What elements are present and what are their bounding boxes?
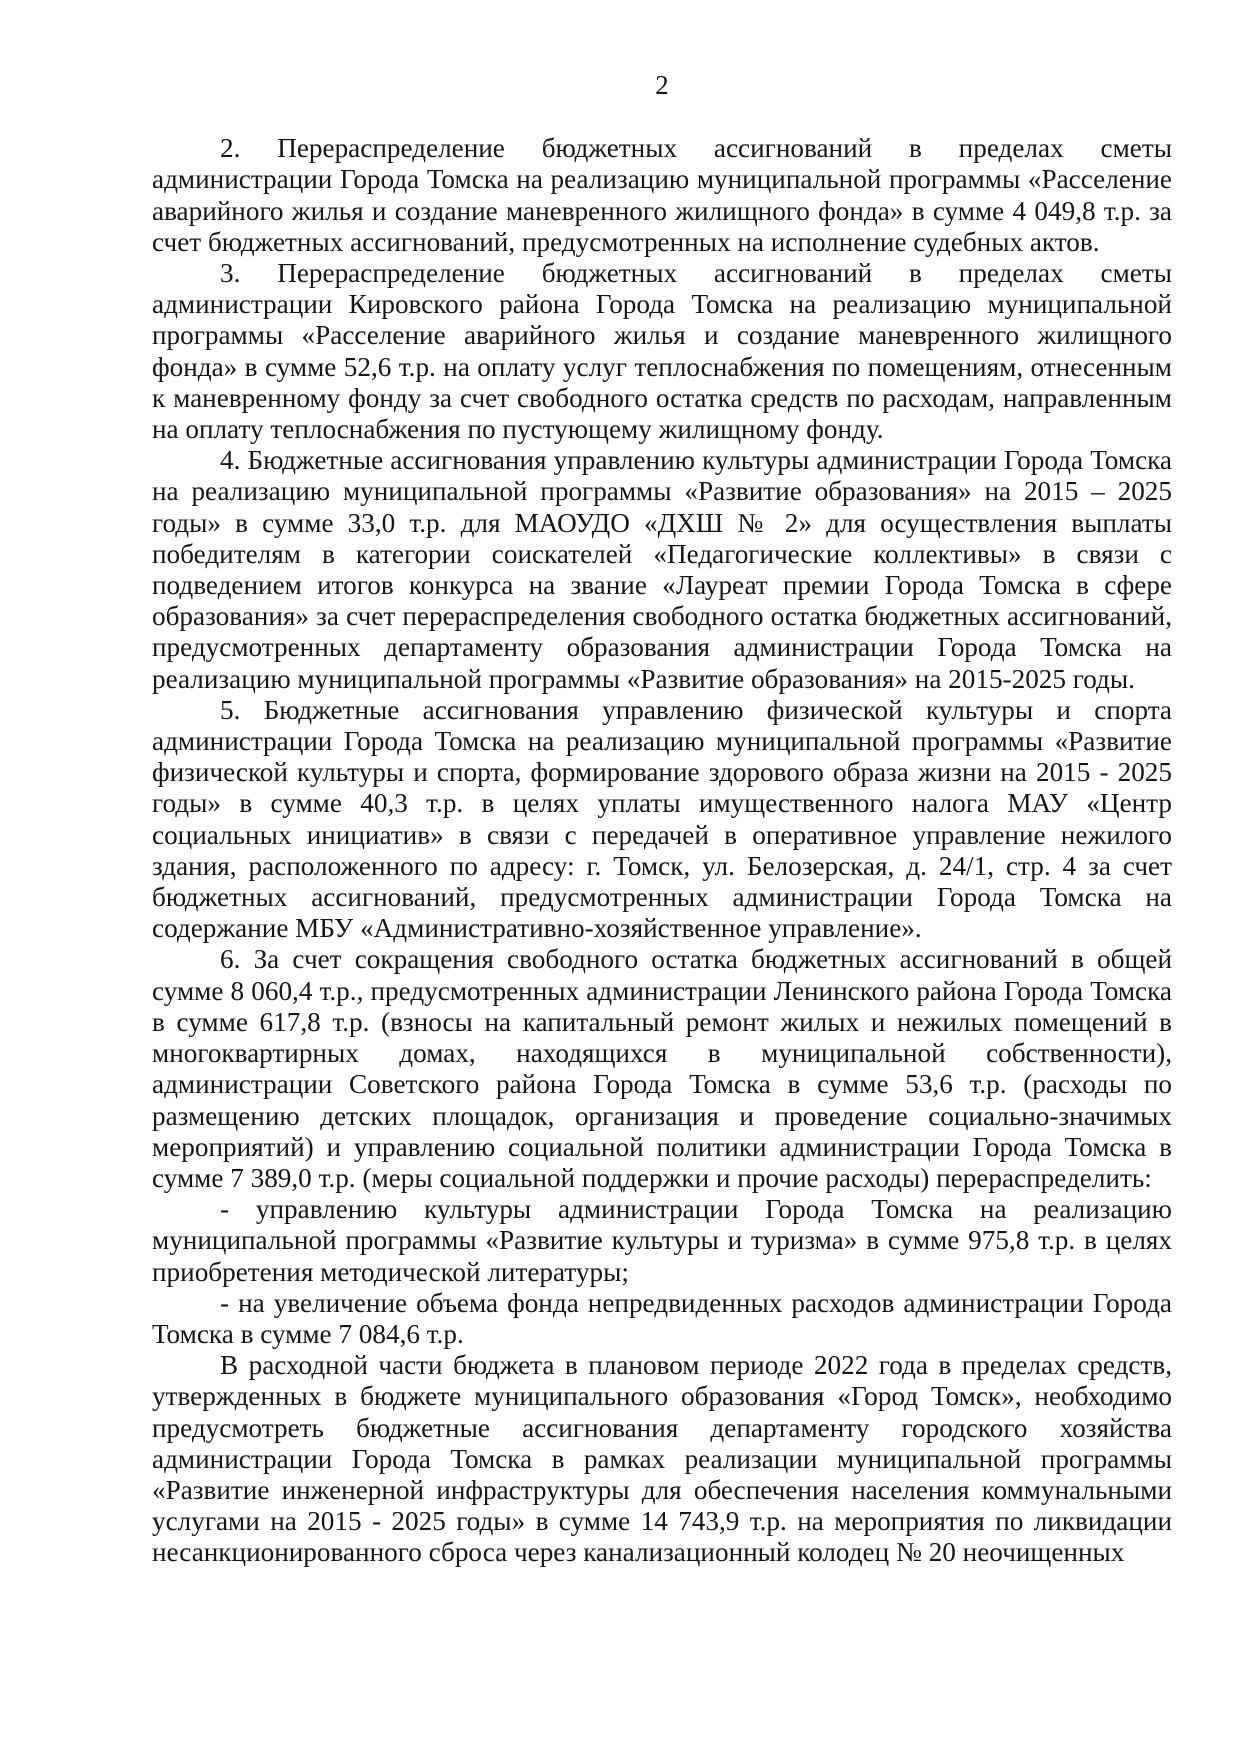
paragraph-item-3: 3. Перераспределение бюджетных ассигнований в пределах сметы администрации Кировского района Города Томска на реализацию муниципальной программы «Расселение аварийного жилья и создание маневренного жилищного фонда» в сумме 52,6 т.р. на оплату услуг теплоснабжения по помещениям, отнесенным к маневренному фонду за счет свободного остатка средств по расходам, направленным на оплату теплоснабжения по пустующему жилищному фонду. [152, 258, 1172, 445]
page-number: 2 [655, 70, 669, 100]
paragraph-item-5: 5. Бюджетные ассигнования управлению физической культуры и спорта администрации Города Томска на реализацию муниципальной программы «Развитие физической культуры и спорта, формирование здорового образа жизни на 2015 - 2025 годы» в сумме 40,3 т.р. в целях уплаты имущественного налога МАУ «Центр социальных инициатив» в связи с передачей в оперативное управление нежилого здания, расположенного по адресу: г. Томск, ул. Белозерская, д. 24/1, стр. 4 за счет бюджетных ассигнований, предусмотренных администрации Города Томска на содержание МБУ «Административно-хозяйственное управление». [152, 694, 1172, 944]
document-page [152, 70, 1172, 1569]
sub-item-culture: - управлению культуры администрации Города Томска на реализацию муниципальной программы «Развитие культуры и туризма» в сумме 975,8 т.р. в целях приобретения методической литературы; [152, 1194, 1172, 1287]
paragraph-item-4: 4. Бюджетные ассигнования управлению культуры администрации Города Томска на реализацию муниципальной программы «Развитие образования» на 2015 – 2025 годы» в сумме 33,0 т.р. для МАОУДО «ДХШ № 2» для осуществления выплаты победителям в категории соискателей «Педагогические коллективы» в связи с подведением итогов конкурса на звание «Лауреат премии Города Томска в сфере образования» за счет перераспределения свободного остатка бюджетных ассигнований, предусмотренных департаменту образования администрации Города Томска на реализацию муниципальной программы «Развитие образования» на 2015-2025 годы. [152, 445, 1172, 694]
paragraph-planning-2022: В расходной части бюджета в плановом периоде 2022 года в пределах средств, утвержденных в бюджете муниципального образования «Город Томск», необходимо предусмотреть бюджетные ассигнования департаменту городского хозяйства администрации Города Томска в рамках реализации муниципальной программы «Развитие инженерной инфраструктуры для обеспечения населения коммунальными услугами на 2015 - 2025 годы» в сумме 14 743,9 т.р. на мероприятия по ликвидации несанкционированного сброса через канализационный колодец № 20 неочищенных [152, 1350, 1172, 1568]
paragraph-item-2: 2. Перераспределение бюджетных ассигнований в пределах сметы администрации Города Томска на реализацию муниципальной программы «Расселение аварийного жилья и создание маневренного жилищного фонда» в сумме 4 049,8 т.р. за счет бюджетных ассигнований, предусмотренных на исполнение судебных актов. [152, 133, 1172, 257]
sub-item-reserve-fund: - на увеличение объема фонда непредвиденных расходов администрации Города Томска в сумме 7 084,6 т.р. [152, 1287, 1172, 1349]
paragraph-item-6: 6. За счет сокращения свободного остатка бюджетных ассигнований в общей сумме 8 060,4 т.р., предусмотренных администрации Ленинского района Города Томска в сумме 617,8 т.р. (взносы на капитальный ремонт жилых и нежилых помещений в многоквартирных домах, находящихся в муниципальной собственности), администрации Советского района Города Томска в сумме 53,6 т.р. (расходы по размещению детских площадок, организация и проведение социально-значимых мероприятий) и управлению социальной политики администрации Города Томска в сумме 7 389,0 т.р. (меры социальной поддержки и прочие расходы) перераспределить: [152, 944, 1172, 1193]
